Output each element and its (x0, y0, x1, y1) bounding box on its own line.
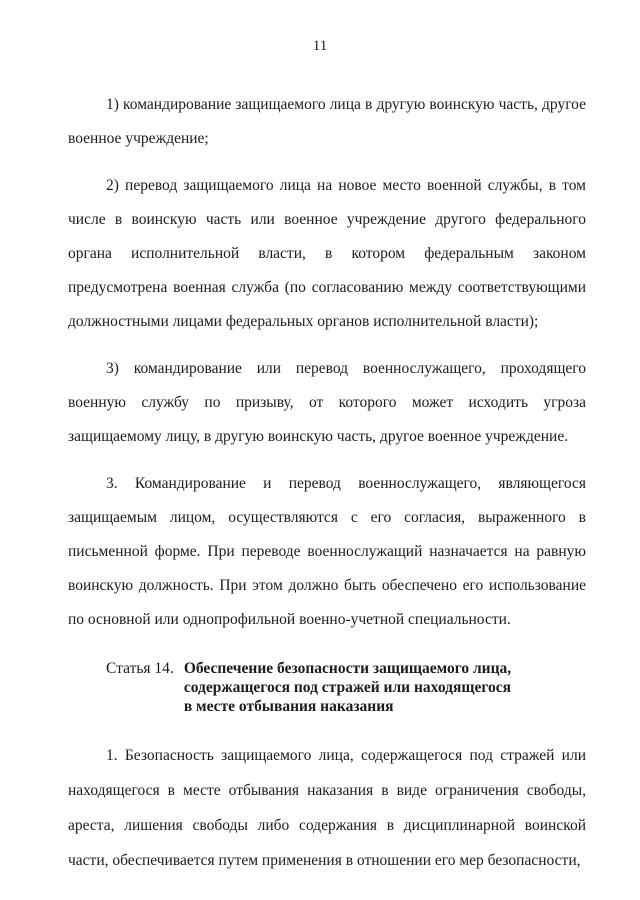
paragraph-article-1: 1. Безопасность защищаемого лица, содержащегося под стражей или находящегося в месте отбывания наказания в виде ограничения свободы, ареста, лишения свободы либо содержания в дисциплинарной воинской части, обеспечивается путем применения в отношении его мер безопасности, (68, 747, 586, 869)
paragraph-item-1: 1) командирование защищаемого лица в другую воинскую часть, другое военное учреждение; (68, 96, 586, 147)
document-body (68, 88, 586, 891)
paragraph-item-3: 3) командирование или перевод военнослужащего, проходящего военную службу по призыву, от которого может исходить угроза защищаемому лицу, в другую воинскую часть, другое военное учреждение. (68, 360, 586, 445)
paragraph-section-3: 3. Командирование и перевод военнослужащего, являющегося защищаемым лицом, осуществляются с его согласия, выраженного в письменной форме. При переводе военнослужащий назначается на равную воинскую должность. При этом должно быть обеспечено его использование по основной или однопрофильной военно-учетной специальности. (68, 475, 586, 628)
paragraph-item-2: 2) перевод защищаемого лица на новое место военной службы, в том числе в воинскую часть или военное учреждение другого федерального органа исполнительной власти, в котором федеральным законом предусмотрена военная служба (по согласованию между соответствующими должностными лицами федеральных органов исполнительной власти); (68, 177, 586, 330)
page-number: 11 (312, 38, 328, 54)
article-heading (68, 659, 586, 716)
article-title-line: в месте отбывания наказания (183, 698, 394, 715)
article-title-line: содержащегося под стражей или находящегося (183, 679, 511, 696)
article-title (184, 659, 511, 716)
article-number: Статья 14. (106, 660, 174, 677)
article-title-line: Обеспечение безопасности защищаемого лица, (183, 660, 512, 677)
